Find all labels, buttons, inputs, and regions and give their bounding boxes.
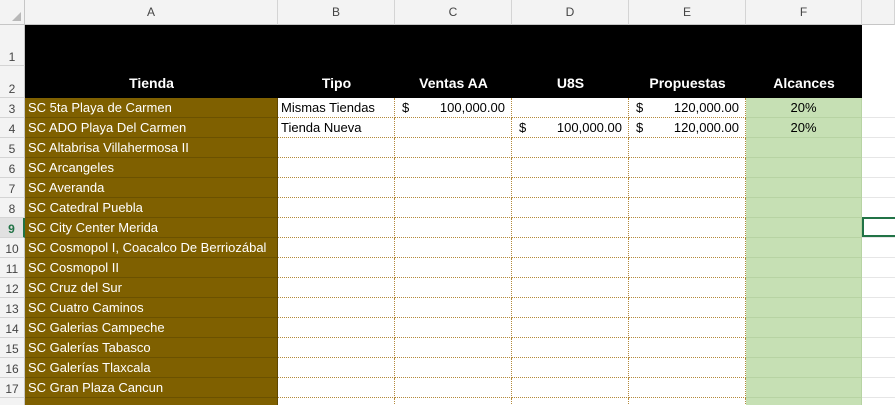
cell-alcances[interactable] [746, 358, 862, 378]
amount-value: 120,000.00 [673, 120, 739, 135]
row-header-3[interactable]: 3 [0, 98, 25, 118]
amount-value: 100,000.00 [439, 100, 505, 115]
cell-empty[interactable] [862, 378, 895, 398]
cell-tipo[interactable] [278, 338, 395, 358]
cell-ventas-aa[interactable] [395, 358, 512, 378]
header-alcances[interactable]: Alcances [773, 75, 835, 91]
cell-u8s[interactable] [512, 278, 629, 298]
cell-ventas-aa[interactable] [395, 258, 512, 278]
cell-ventas-aa[interactable] [395, 398, 512, 405]
cell-ventas-aa[interactable] [395, 98, 512, 118]
cell-propuestas[interactable] [629, 378, 746, 398]
cell-propuestas[interactable] [629, 318, 746, 338]
row-header-6[interactable]: 6 [0, 158, 25, 178]
cell-tienda[interactable]: SC Averanda [25, 178, 278, 198]
column-header-b[interactable]: B [278, 0, 395, 25]
cell-ventas-aa[interactable] [395, 138, 512, 158]
cell-propuestas[interactable] [629, 338, 746, 358]
cell-ventas-aa[interactable] [395, 298, 512, 318]
cell-tipo[interactable] [278, 178, 395, 198]
cell-tienda[interactable]: SC 5ta Playa de Carmen [25, 98, 278, 118]
currency-symbol: $ [402, 100, 410, 115]
cell-tipo[interactable] [278, 238, 395, 258]
cell-tienda[interactable]: SC Cruz del Sur [25, 278, 278, 298]
cell-tienda[interactable]: SC City Center Merida [25, 218, 278, 238]
cell-propuestas[interactable] [629, 398, 746, 405]
cell-u8s[interactable] [512, 398, 629, 405]
cell-u8s[interactable] [512, 258, 629, 278]
cell-empty[interactable] [862, 318, 895, 338]
cell-alcances[interactable] [746, 198, 862, 218]
cell-tipo[interactable] [278, 278, 395, 298]
row-header-10[interactable]: 10 [0, 238, 25, 258]
row-header-8[interactable]: 8 [0, 198, 25, 218]
cell-tienda[interactable]: SC Cosmopol II [25, 258, 278, 278]
cell-tipo[interactable]: Tienda Nueva [278, 118, 395, 138]
column-header-g[interactable] [862, 0, 895, 25]
cell-tienda[interactable]: SC Cosmopol I, Coacalco De Berriozábal [25, 238, 278, 258]
row-header-11[interactable]: 11 [0, 258, 25, 278]
cell-ventas-aa[interactable] [395, 278, 512, 298]
cell-tipo[interactable] [278, 298, 395, 318]
cell-empty[interactable] [862, 298, 895, 318]
cell-empty[interactable] [862, 178, 895, 198]
cell-ventas-aa[interactable] [395, 338, 512, 358]
header-propuestas[interactable]: Propuestas [649, 75, 726, 91]
cell-tipo[interactable]: Mismas Tiendas [278, 98, 395, 118]
cell-empty[interactable] [862, 358, 895, 378]
cell-alcances[interactable] [746, 378, 862, 398]
cell-propuestas[interactable] [629, 98, 746, 118]
cell-empty[interactable] [862, 398, 895, 405]
row-header-1[interactable]: 1 [0, 25, 25, 66]
header-ventas-aa[interactable]: Ventas AA [419, 75, 488, 91]
cell-propuestas[interactable] [629, 218, 746, 238]
cell-tienda[interactable]: SC Arcangeles [25, 158, 278, 178]
cell-tipo[interactable] [278, 258, 395, 278]
cell-propuestas[interactable] [629, 118, 746, 138]
cell-tipo[interactable] [278, 378, 395, 398]
cell-ventas-aa[interactable] [395, 198, 512, 218]
cell-tipo[interactable] [278, 158, 395, 178]
amount-value: 100,000.00 [556, 120, 622, 135]
cell-empty[interactable] [862, 238, 895, 258]
cell-alcances[interactable] [746, 278, 862, 298]
cell-alcances[interactable] [746, 218, 862, 238]
cell-tienda[interactable]: SC Galerías Tabasco [25, 338, 278, 358]
row-header-7[interactable]: 7 [0, 178, 25, 198]
column-header-e[interactable]: E [629, 0, 746, 25]
cell-tienda[interactable]: SC Galerias Campeche [25, 318, 278, 338]
cell-propuestas[interactable] [629, 278, 746, 298]
cell-tipo[interactable] [278, 398, 395, 405]
cell-alcances[interactable] [746, 138, 862, 158]
cell-ventas-aa[interactable] [395, 118, 512, 138]
row-header-9[interactable]: 9 [0, 218, 25, 238]
column-header-d[interactable]: D [512, 0, 629, 25]
row-header-14[interactable]: 14 [0, 318, 25, 338]
cell-u8s[interactable] [512, 218, 629, 238]
cell-empty[interactable] [862, 278, 895, 298]
select-all-corner[interactable] [0, 0, 25, 25]
cell-alcances[interactable] [746, 398, 862, 405]
cell-tienda[interactable]: SC Gran Plaza Cancun [25, 378, 278, 398]
row-header-partial[interactable] [0, 398, 25, 405]
cell-propuestas[interactable] [629, 298, 746, 318]
cell-tipo[interactable] [278, 138, 395, 158]
cell-propuestas[interactable] [629, 258, 746, 278]
row-header-13[interactable]: 13 [0, 298, 25, 318]
header-tienda[interactable]: Tienda [129, 75, 174, 91]
cell-alcances[interactable] [746, 298, 862, 318]
cell-propuestas[interactable] [629, 358, 746, 378]
cell-tipo[interactable] [278, 218, 395, 238]
cell-ventas-aa[interactable] [395, 218, 512, 238]
column-header-c[interactable]: C [395, 0, 512, 25]
cell-alcances[interactable]: 20% [746, 118, 862, 138]
cell-propuestas[interactable] [629, 178, 746, 198]
cell-tienda[interactable]: SC ADO Playa Del Carmen [25, 118, 278, 138]
cell-empty[interactable] [862, 118, 895, 138]
cell-empty[interactable] [862, 258, 895, 278]
row-header-16[interactable]: 16 [0, 358, 25, 378]
cell-u8s[interactable] [512, 138, 629, 158]
cell-empty[interactable] [862, 338, 895, 358]
row-header-17[interactable]: 17 [0, 378, 25, 398]
cell-u8s[interactable] [512, 298, 629, 318]
cell-u8s[interactable] [512, 318, 629, 338]
cell-ventas-aa[interactable] [395, 178, 512, 198]
cell-alcances[interactable] [746, 318, 862, 338]
cell-tienda[interactable]: SC Cuatro Caminos [25, 298, 278, 318]
cell-ventas-aa[interactable] [395, 158, 512, 178]
cell-propuestas[interactable] [629, 238, 746, 258]
cell-alcances[interactable] [746, 258, 862, 278]
cell-tipo[interactable] [278, 358, 395, 378]
cell-u8s[interactable] [512, 158, 629, 178]
cell-ventas-aa[interactable] [395, 238, 512, 258]
cell-alcances[interactable] [746, 158, 862, 178]
cell-tienda[interactable]: SC Catedral Puebla [25, 198, 278, 218]
cell-u8s[interactable] [512, 118, 629, 138]
currency-symbol: $ [636, 100, 644, 115]
cell-u8s[interactable] [512, 238, 629, 258]
cell-u8s[interactable] [512, 198, 629, 218]
cell-u8s[interactable] [512, 338, 629, 358]
column-header-a[interactable]: A [25, 0, 278, 25]
row-header-2[interactable]: 2 [0, 66, 25, 98]
cell-tienda[interactable] [25, 398, 278, 405]
currency-symbol: $ [519, 120, 527, 135]
cell-propuestas[interactable] [629, 158, 746, 178]
selected-cell-indicator[interactable] [862, 217, 895, 237]
amount-value: 120,000.00 [673, 100, 739, 115]
cell-tipo[interactable] [278, 318, 395, 338]
cell-alcances[interactable] [746, 178, 862, 198]
select-all-triangle-icon [12, 12, 21, 21]
cell-propuestas[interactable] [629, 138, 746, 158]
currency-symbol: $ [636, 120, 644, 135]
cell-ventas-aa[interactable] [395, 378, 512, 398]
cell-alcances[interactable] [746, 238, 862, 258]
header-u8s[interactable]: U8S [556, 75, 585, 91]
cell-u8s[interactable] [512, 358, 629, 378]
cell-u8s[interactable] [512, 178, 629, 198]
cell-alcances[interactable] [746, 338, 862, 358]
cell-u8s[interactable] [512, 98, 629, 118]
row-header-5[interactable]: 5 [0, 138, 25, 158]
row-header-4[interactable]: 4 [0, 118, 25, 138]
cell-alcances[interactable]: 20% [746, 98, 862, 118]
cell-propuestas[interactable] [629, 198, 746, 218]
cell-empty[interactable] [862, 98, 895, 118]
cell-u8s[interactable] [512, 378, 629, 398]
row-header-15[interactable]: 15 [0, 338, 25, 358]
row-header-12[interactable]: 12 [0, 278, 25, 298]
header-tipo[interactable]: Tipo [321, 75, 352, 91]
cell-empty[interactable] [862, 198, 895, 218]
cell-tipo[interactable] [278, 198, 395, 218]
column-header-f[interactable]: F [746, 0, 862, 25]
cell-tienda[interactable]: SC Altabrisa Villahermosa II [25, 138, 278, 158]
cell-empty[interactable] [862, 138, 895, 158]
cell-empty[interactable] [862, 158, 895, 178]
cell-tienda[interactable]: SC Galerías Tlaxcala [25, 358, 278, 378]
cell-ventas-aa[interactable] [395, 318, 512, 338]
